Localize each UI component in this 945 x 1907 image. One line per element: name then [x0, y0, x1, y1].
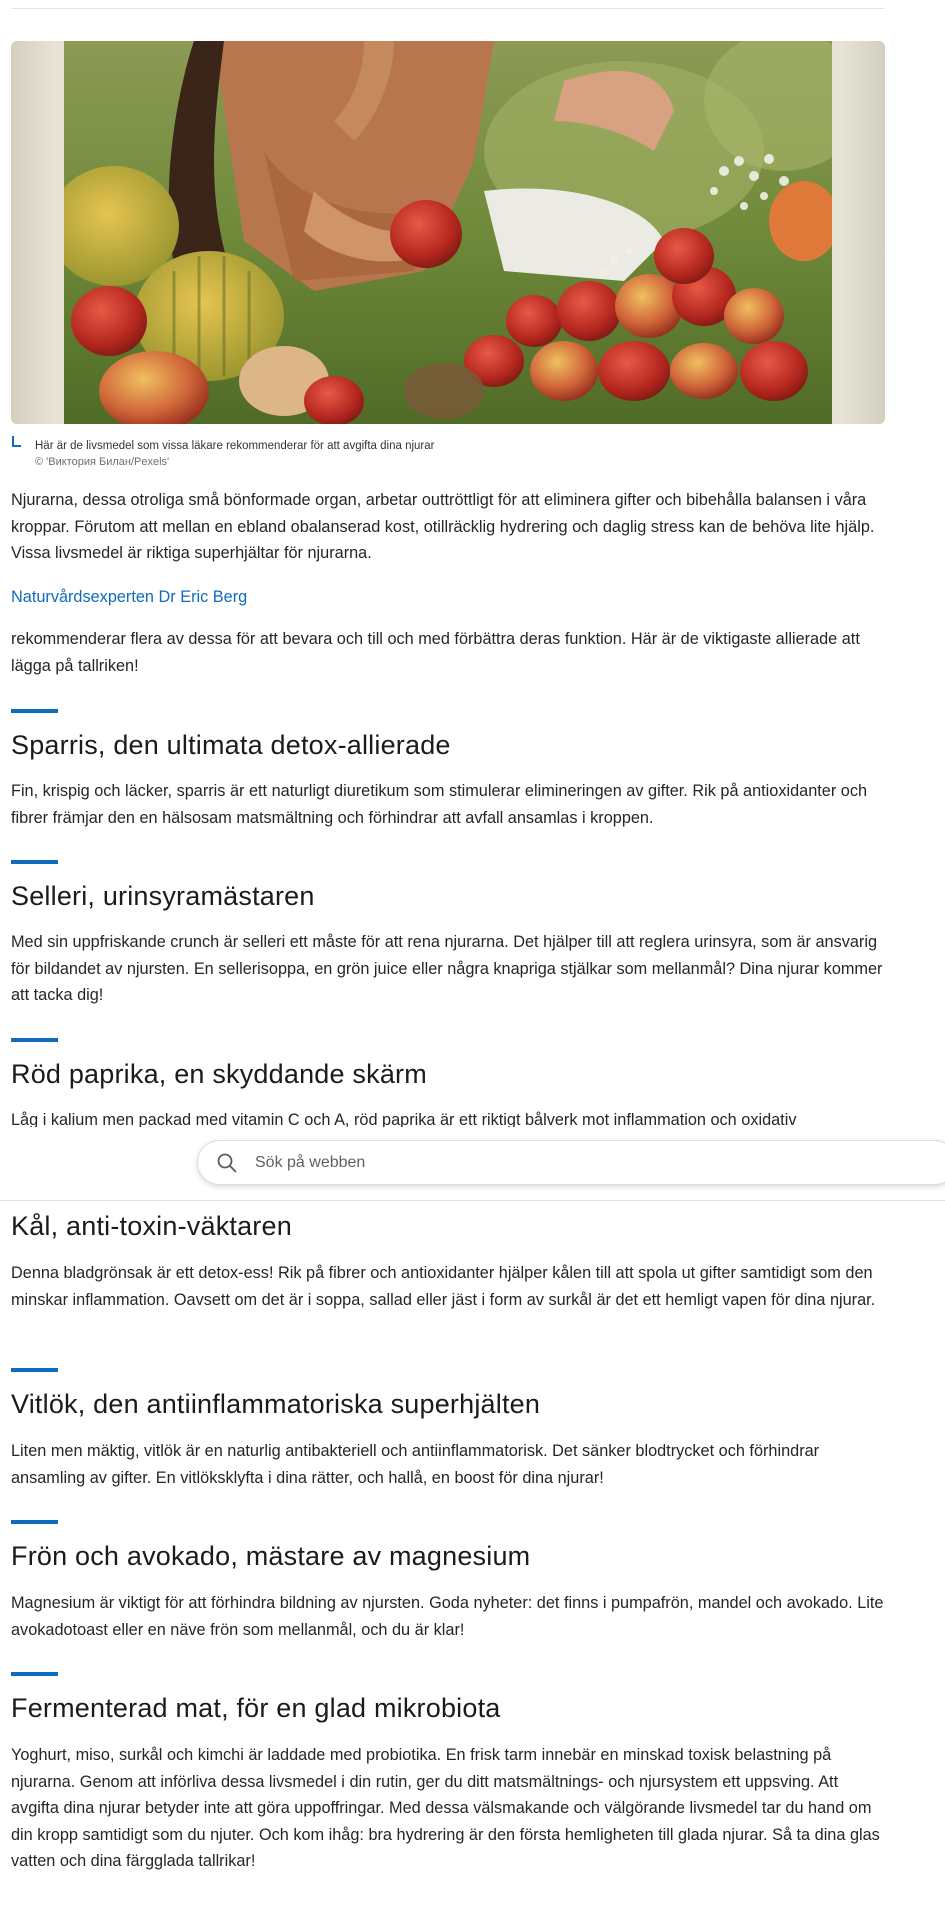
section-accent-bar — [11, 1038, 58, 1042]
section-text: Yoghurt, miso, surkål och kimchi är laddade med probiotika. En frisk tarm innebär en minskad toxisk belastning på njurarna. Genom att införliva dessa livsmedel i din rutin, ger du ditt matsmältnings- och njursystem ett uppsving. Att avgifta dina njurar betyder inte att göra uppoffringar. Med dessa välsmakande och välgörande livsmedel tar du hand om din kropp samtidigt som du njuter. Och kom ihåg: bra hydrering är den första hemligheten till glada njurar. Så ta dina glas vatten och dina färgglada tallrikar! — [11, 1746, 880, 1870]
section-accent-bar — [11, 1672, 58, 1676]
section-heading: Selleri, urinsyramästaren — [11, 881, 315, 911]
section-heading: Kål, anti-toxin-väktaren — [11, 1211, 292, 1241]
section-text: Liten men mäktig, vitlök är en naturlig antibakteriell och antiinflammatorisk. Det sänker blodtrycket och förhindrar ansamling av gifter. En vitlöksklyfta i dina rätter, och hallå, en boost för dina njurar! — [11, 1442, 820, 1487]
section-accent-bar — [11, 860, 58, 864]
section-text: Denna bladgrönsak är ett detox-ess! Rik på fibrer och antioxidanter hjälper kålen till att spola ut gifter samtidigt som den minskar inflammation. Oavsett om det är i soppa, sallad eller jäst i form av surkål är det ett hemligt vapen för dina njurar. — [11, 1264, 876, 1309]
section-accent-bar — [11, 1520, 58, 1524]
section-text: Med sin uppfriskande crunch är selleri ett måste för att rena njurarna. Det hjälper till att reglera urinsyra, som är ansvarig för bildandet av njursten. En sellerisoppa, en grön juice eller några knapriga stjälkar som mellanmål? Dina njurar kommer att tacka dig! — [11, 933, 883, 1004]
intro-paragraph-continued: rekommenderar flera av dessa för att bevara och till och med förbättra deras funktion. Här är de viktigaste allierade att lägga på tallriken! — [11, 630, 860, 675]
section-heading: Fermenterad mat, för en glad mikrobiota — [11, 1693, 501, 1723]
search-icon — [215, 1151, 239, 1175]
section-text: Fin, krispig och läcker, sparris är ett naturligt diuretikum som stimulerar elimineringen av gifter. Rik på antioxidanter och fibrer främjar den en hälsosam matsmältning och förhindrar att avfall ansamlas i kroppen. — [11, 782, 868, 827]
web-search-bar[interactable] — [197, 1140, 945, 1185]
expert-link[interactable]: Naturvårdsexperten Dr Eric Berg — [11, 588, 248, 606]
section-heading: Frön och avokado, mästare av magnesium — [11, 1541, 531, 1571]
top-divider — [11, 8, 885, 9]
intro-paragraph: Njurarna, dessa otroliga små bönformade organ, arbetar outtröttligt för att eliminera gifter och bibehålla balansen i våra kroppar. Förutom att mellan en ebland obalanserad kost, otillräcklig hydrering och daglig stress kan de behöva lite hjälp. Vissa livsmedel är riktiga superhjältar för njurarna. — [11, 491, 875, 562]
image-credit: © 'Виктория Билан/Pexels' — [35, 456, 170, 468]
caption-marker — [12, 436, 21, 447]
search-bar-divider — [0, 1200, 945, 1201]
section-heading: Sparris, den ultimata detox-allierade — [11, 730, 451, 760]
section-text-truncated: Låg i kalium men packad med vitamin C och A, röd paprika är ett riktigt bålverk mot inflammation och oxidativ — [11, 1111, 797, 1127]
section-heading: Röd paprika, en skyddande skärm — [11, 1059, 427, 1089]
section-accent-bar — [11, 1368, 58, 1372]
section-text: Magnesium är viktigt för att förhindra bildning av njursten. Goda nyheter: det finns i pumpafrön, mandel och avokado. Lite avokadotoast eller en näve frön som mellanmål, och du är klar! — [11, 1594, 884, 1639]
section-accent-bar — [11, 709, 58, 713]
image-caption: Här är de livsmedel som vissa läkare rekommenderar för att avgifta dina njurar — [35, 440, 435, 452]
section-heading: Vitlök, den antiinflammatoriska superhjälten — [11, 1389, 541, 1419]
search-input[interactable] — [253, 1153, 757, 1173]
woman-with-apples-photo — [64, 41, 832, 424]
article-hero-image — [11, 41, 885, 424]
